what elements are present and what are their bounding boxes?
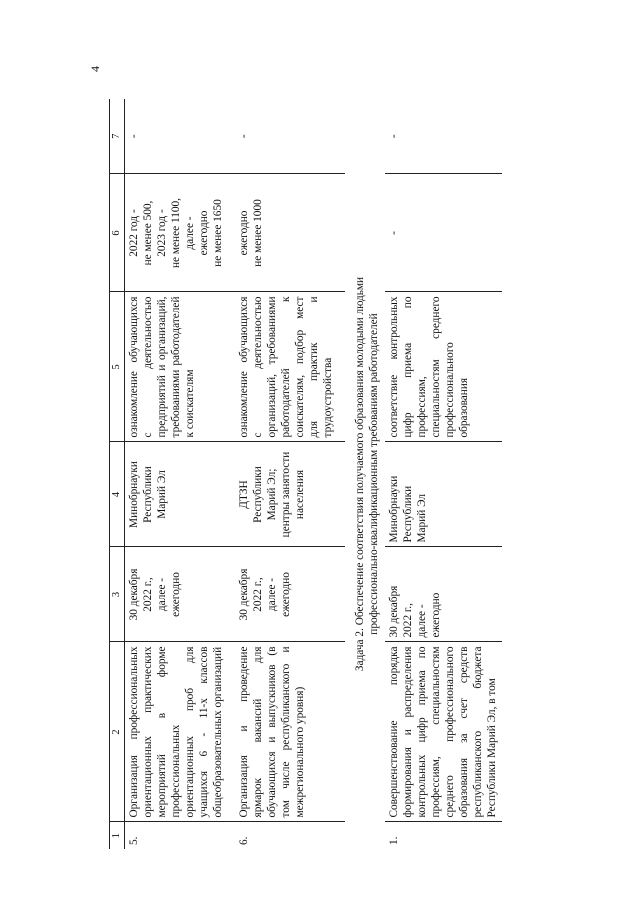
row-number: 1.	[388, 836, 400, 845]
indicator-cell: 2022 год - не менее 500, 2023 год - не менее 1100, далее - ежегодно не менее 1650	[125, 174, 236, 292]
executor-cell: Минобрнауки Республики Марий Эл	[125, 442, 236, 547]
page-number: 4	[88, 66, 102, 72]
note-cell: -	[125, 99, 236, 174]
rotated-table-wrapper	[109, 99, 640, 849]
table-row	[125, 99, 236, 849]
event-cell: Организация профессиональных ориентационных практических мероприятий в форме профессиональных ориентационных проб для учащихся 6 - 11-х классов общеобразовательных организаций	[125, 642, 236, 822]
deadline-cell: 30 декабря 2022 г., далее - ежегодно	[235, 547, 345, 642]
executor-cell: Минобрнауки Республики Марий Эл	[385, 442, 502, 547]
measures-table	[109, 99, 502, 849]
result-cell: ознакомление обучающихся с деятельностью предприятий и организаций, требованиями работодателей к соискателям	[125, 292, 236, 442]
header-cell: 2	[110, 642, 125, 822]
table-row	[235, 99, 345, 849]
header-cell: 7	[110, 99, 125, 174]
section-title-line2: профессионально-квалификационным требованиям работодателей	[368, 313, 380, 635]
event-cell: Организация и проведение ярмарок вакансий для обучающихся и выпускников (в том числе республиканского и межрегионального уровня)	[235, 642, 345, 822]
header-cell: 5	[110, 292, 125, 442]
row-number: 5.	[128, 836, 140, 845]
deadline-cell: 30 декабря 2022 г., далее - ежегодно	[125, 547, 236, 642]
note-cell: -	[235, 99, 345, 174]
result-cell: соответствие контрольных цифр приема по профессиям, специальностям среднего профессионального образования	[385, 292, 502, 442]
header-cell: 3	[110, 547, 125, 642]
table-row	[385, 99, 502, 849]
indicator-cell: -	[385, 174, 502, 292]
row-number: 6.	[238, 836, 250, 845]
note-cell: -	[385, 99, 502, 174]
section-heading-row	[345, 99, 385, 849]
header-cell: 1	[110, 822, 125, 849]
section-title-line1: Задача 2. Обеспечение соответствия получаемого образования молодыми людьми	[354, 276, 366, 672]
section-heading	[345, 99, 385, 849]
header-cell: 6	[110, 174, 125, 292]
header-cell: 4	[110, 442, 125, 547]
executor-cell: ДТЗН Республики Марий Эл; центры занятости населения	[235, 442, 345, 547]
deadline-cell: 30 декабря 2022 г., далее - ежегодно	[385, 547, 502, 642]
event-cell: Совершенствование порядка формирования и распределения контрольных цифр приема по профессиям, специальностям среднего профессионального образования за счет средств республиканского бюджета Республики Марий Эл, в том	[385, 642, 502, 822]
result-cell: ознакомление обучающихся с деятельностью организаций, требованиями работодателей к соискателям, подбор мест для практик и трудоустройства	[235, 292, 345, 442]
indicator-cell: ежегодно не менее 1000	[235, 174, 345, 292]
table-header-row	[110, 99, 125, 849]
